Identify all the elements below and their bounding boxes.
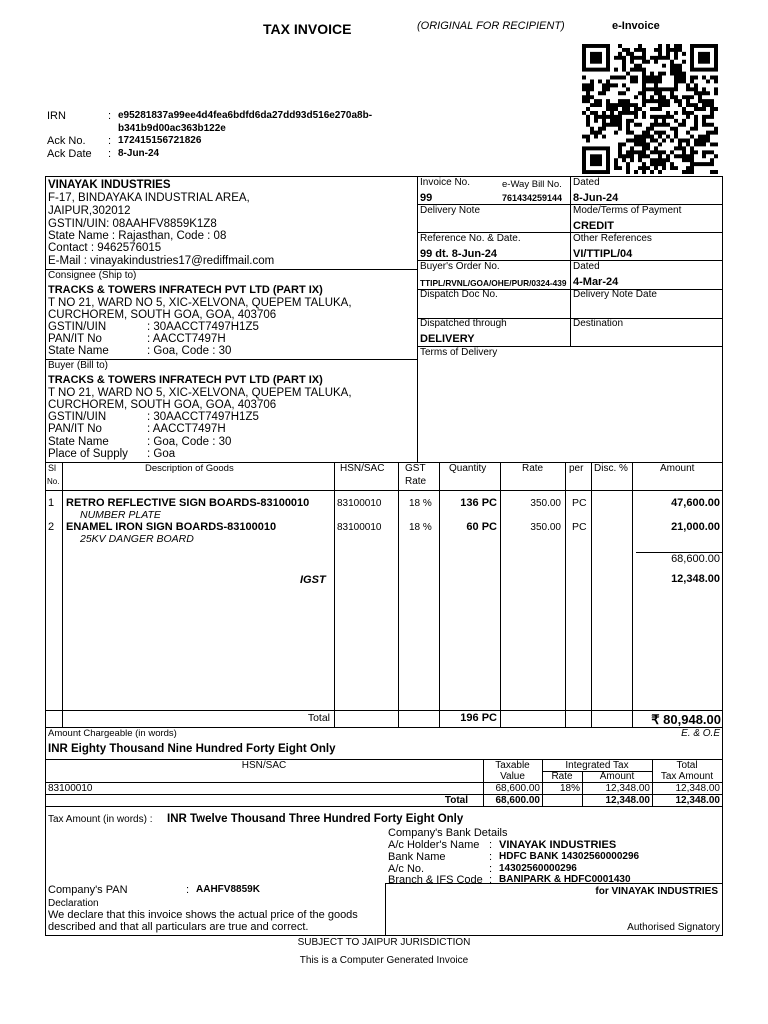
invoice-no: 99 xyxy=(420,192,433,204)
irn-colon: : xyxy=(108,110,112,122)
buyer-gstin-label: GSTIN/UIN xyxy=(48,411,107,423)
declaration-line-2: described and that all particulars are true and correct. xyxy=(48,921,309,933)
row-rate: 350.00 xyxy=(530,498,561,509)
amount-chargeable-label: Amount Chargeable (in words) xyxy=(48,728,177,739)
tax-words-label: Tax Amount (in words) : xyxy=(48,814,153,825)
col-amount: Amount xyxy=(660,463,695,474)
col-per: per xyxy=(569,463,584,474)
ack-date-value: 8-Jun-24 xyxy=(118,148,160,159)
summary-total-tax: 12,348.00 xyxy=(675,795,720,806)
summary-rate: 18% xyxy=(559,783,580,794)
row-amount: 21,000.00 xyxy=(671,521,720,533)
company-pan-value: AAHFV8859K xyxy=(196,884,260,895)
seller-state: State Name : Rajasthan, Code : 08 xyxy=(48,230,227,242)
grand-total-amount: ₹ 80,948.00 xyxy=(651,712,721,727)
summary-amount: 12,348.00 xyxy=(605,783,650,794)
summary-total-amount: 12,348.00 xyxy=(605,795,650,806)
seller-name: VINAYAK INDUSTRIES xyxy=(48,179,171,191)
row-sub-description: 25KV DANGER BOARD xyxy=(80,533,194,545)
declaration-label: Declaration xyxy=(48,898,99,909)
irn-value-2: b341b9d00ac363b122e xyxy=(118,123,226,134)
subtotal-amount: 68,600.00 xyxy=(671,553,720,565)
consignee-state-label: State Name xyxy=(48,345,109,357)
buyer-pan-label: PAN/IT No xyxy=(48,423,102,435)
irn-label: IRN xyxy=(47,110,66,122)
amount-in-words: INR Eighty Thousand Nine Hundred Forty Eight Only xyxy=(48,743,336,755)
destination-label: Destination xyxy=(573,318,624,329)
holder-label: A/c Holder's Name xyxy=(388,839,480,851)
summary-col-rate: Rate xyxy=(551,771,573,782)
seller-address-1: F-17, BINDAYAKA INDUSTRIAL AREA, xyxy=(48,192,250,204)
buyer-address-2: CURCHOREM, SOUTH GOA, GOA, 403706 xyxy=(48,399,277,411)
eway-no: 761434259144 xyxy=(502,193,563,203)
acno-colon: : xyxy=(489,863,493,875)
total-label: Total xyxy=(307,712,330,724)
bank-name-colon: : xyxy=(489,851,493,863)
jurisdiction-note: SUBJECT TO JAIPUR JURISDICTION xyxy=(297,937,471,948)
summary-taxable: 68,600.00 xyxy=(495,783,540,794)
for-company: for VINAYAK INDUSTRIES xyxy=(595,886,718,897)
bank-name-value: HDFC BANK 14302560000296 xyxy=(499,851,640,862)
consignee-pan-value: : AACCT7497H xyxy=(147,333,226,345)
company-pan-colon: : xyxy=(186,884,190,896)
seller-address-2: JAIPUR,302012 xyxy=(48,205,131,217)
company-pan-label: Company's PAN xyxy=(48,884,128,896)
order-date: 4-Mar-24 xyxy=(573,276,619,288)
col-quantity: Quantity xyxy=(449,463,487,474)
branch-colon: : xyxy=(489,874,493,886)
other-references: VI/TTIPL/04 xyxy=(573,248,633,260)
terms-of-delivery-label: Terms of Delivery xyxy=(420,347,498,358)
summary-col-taxable-2: Value xyxy=(500,771,525,782)
summary-col-amount: Amount xyxy=(599,771,635,782)
eway-label: e-Way Bill No. xyxy=(502,179,562,190)
seller-email: E-Mail : vinayakindustries17@rediffmail.com xyxy=(48,255,275,267)
invoice-title: TAX INVOICE xyxy=(263,21,352,37)
holder-value: VINAYAK INDUSTRIES xyxy=(499,839,617,851)
reference-label: Reference No. & Date. xyxy=(420,233,521,244)
row-sub-description: NUMBER PLATE xyxy=(80,509,161,521)
delivery-note-label: Delivery Note xyxy=(420,205,481,216)
col-sl-1: Sl xyxy=(48,463,57,473)
buyer-pan-value: : AACCT7497H xyxy=(147,423,226,435)
col-hsn: HSN/SAC xyxy=(340,463,385,474)
branch-label: Branch & IFS Code xyxy=(388,874,483,886)
bank-details-title: Company's Bank Details xyxy=(388,827,508,839)
total-quantity: 196 PC xyxy=(460,712,497,724)
summary-col-taxable-1: Taxable xyxy=(495,760,530,771)
buyer-name: TRACKS & TOWERS INFRATECH PVT LTD (PART IX) xyxy=(48,374,323,386)
consignee-section-label: Consignee (Ship to) xyxy=(48,270,137,281)
col-sl-2: No. xyxy=(47,477,60,486)
buyer-order-no: TTIPL/RVNL/GOA/OHE/PUR/0324-439 xyxy=(420,278,567,288)
row-rate: 350.00 xyxy=(530,522,561,533)
qr-code-icon xyxy=(582,44,718,174)
summary-total-label: Total xyxy=(444,795,468,806)
ack-no-label: Ack No. xyxy=(47,135,86,147)
summary-total: 12,348.00 xyxy=(675,783,720,794)
summary-col-total-1: Total xyxy=(676,760,698,771)
bank-name-label: Bank Name xyxy=(388,851,446,863)
buyer-pos-label: Place of Supply xyxy=(48,448,128,460)
igst-amount: 12,348.00 xyxy=(671,573,720,585)
eoe-label: E. & O.E xyxy=(681,728,720,739)
authorised-signatory: Authorised Signatory xyxy=(627,922,720,933)
row-description: RETRO REFLECTIVE SIGN BOARDS-83100010 xyxy=(66,497,310,509)
summary-col-hsn: HSN/SAC xyxy=(241,760,287,771)
buyer-section-label: Buyer (Bill to) xyxy=(48,360,109,371)
seller-gstin: GSTIN/UIN: 08AAHFV8859K1Z8 xyxy=(48,218,217,230)
consignee-name: TRACKS & TOWERS INFRATECH PVT LTD (PART IX) xyxy=(48,284,323,296)
seller-contact: Contact : 9462576015 xyxy=(48,242,162,254)
row-per: PC xyxy=(572,497,587,509)
holder-colon: : xyxy=(489,839,493,851)
declaration-line-1: We declare that this invoice shows the actual price of the goods xyxy=(48,909,358,921)
row-sl: 1 xyxy=(48,497,55,509)
consignee-gstin-label: GSTIN/UIN xyxy=(48,321,107,333)
dated-label: Dated xyxy=(573,177,600,188)
buyer-pos-value: : Goa xyxy=(147,448,176,460)
ack-no-colon: : xyxy=(108,135,112,147)
col-description: Description of Goods xyxy=(145,463,234,474)
other-references-label: Other References xyxy=(573,233,652,244)
row-sl: 2 xyxy=(48,521,55,533)
summary-total-taxable: 68,600.00 xyxy=(495,795,540,806)
col-discount: Disc. % xyxy=(594,463,628,474)
buyer-gstin-value: : 30AACCT7497H1Z5 xyxy=(147,411,259,423)
row-hsn: 83100010 xyxy=(337,498,382,509)
dispatch-doc-label: Dispatch Doc No. xyxy=(420,289,498,300)
invoice-no-label: Invoice No. xyxy=(420,177,471,188)
payment-mode: CREDIT xyxy=(573,220,614,232)
igst-label: IGST xyxy=(300,574,326,586)
ack-date-colon: : xyxy=(108,148,112,160)
delivery-note-date-label: Delivery Note Date xyxy=(573,289,657,300)
buyer-state-value: : Goa, Code : 30 xyxy=(147,436,232,448)
invoice-date: 8-Jun-24 xyxy=(573,192,619,204)
irn-value-1: e95281837a99ee4d4fea6bdfd6da27dd93d516e270a8b- xyxy=(118,110,373,121)
row-description: ENAMEL IRON SIGN BOARDS-83100010 xyxy=(66,521,277,533)
summary-hsn: 83100010 xyxy=(48,783,93,794)
summary-col-integrated: Integrated Tax xyxy=(565,760,629,771)
row-quantity: 136 PC xyxy=(460,497,497,509)
buyer-order-label: Buyer's Order No. xyxy=(420,261,500,272)
acno-value: 14302560000296 xyxy=(499,863,577,874)
order-dated-label: Dated xyxy=(573,261,600,272)
payment-mode-label: Mode/Terms of Payment xyxy=(573,205,682,216)
computer-generated-note: This is a Computer Generated Invoice xyxy=(299,955,469,966)
consignee-state-value: : Goa, Code : 30 xyxy=(147,345,232,357)
dispatched-through: DELIVERY xyxy=(420,333,475,345)
copy-label: (ORIGINAL FOR RECIPIENT) xyxy=(417,20,565,32)
reference-value: 99 dt. 8-Jun-24 xyxy=(420,248,498,260)
ack-no-value: 172415156721826 xyxy=(118,135,202,146)
row-amount: 47,600.00 xyxy=(671,497,720,509)
buyer-state-label: State Name xyxy=(48,436,109,448)
consignee-gstin-value: : 30AACCT7497H1Z5 xyxy=(147,321,259,333)
consignee-address-1: T NO 21, WARD NO 5, XIC-XELVONA, QUEPEM TALUKA, xyxy=(48,297,352,309)
acno-label: A/c No. xyxy=(388,863,425,875)
ack-date-label: Ack Date xyxy=(47,148,92,160)
row-quantity: 60 PC xyxy=(466,521,497,533)
tax-amount-in-words: INR Twelve Thousand Three Hundred Forty Eight Only xyxy=(167,813,464,825)
row-gst-rate: 18 % xyxy=(409,498,432,509)
row-hsn: 83100010 xyxy=(337,522,382,533)
row-per: PC xyxy=(572,521,587,533)
summary-col-total-2: Tax Amount xyxy=(660,771,714,782)
dispatched-through-label: Dispatched through xyxy=(420,318,507,329)
branch-value: BANIPARK & HDFC0001430 xyxy=(499,874,631,885)
col-gst-1: GST xyxy=(405,463,426,474)
row-gst-rate: 18 % xyxy=(409,522,432,533)
buyer-address-1: T NO 21, WARD NO 5, XIC-XELVONA, QUEPEM TALUKA, xyxy=(48,387,352,399)
einvoice-label: e-Invoice xyxy=(612,20,660,32)
col-rate: Rate xyxy=(522,463,544,474)
consignee-pan-label: PAN/IT No xyxy=(48,333,102,345)
consignee-address-2: CURCHOREM, SOUTH GOA, GOA, 403706 xyxy=(48,309,277,321)
col-gst-2: Rate xyxy=(405,476,427,487)
